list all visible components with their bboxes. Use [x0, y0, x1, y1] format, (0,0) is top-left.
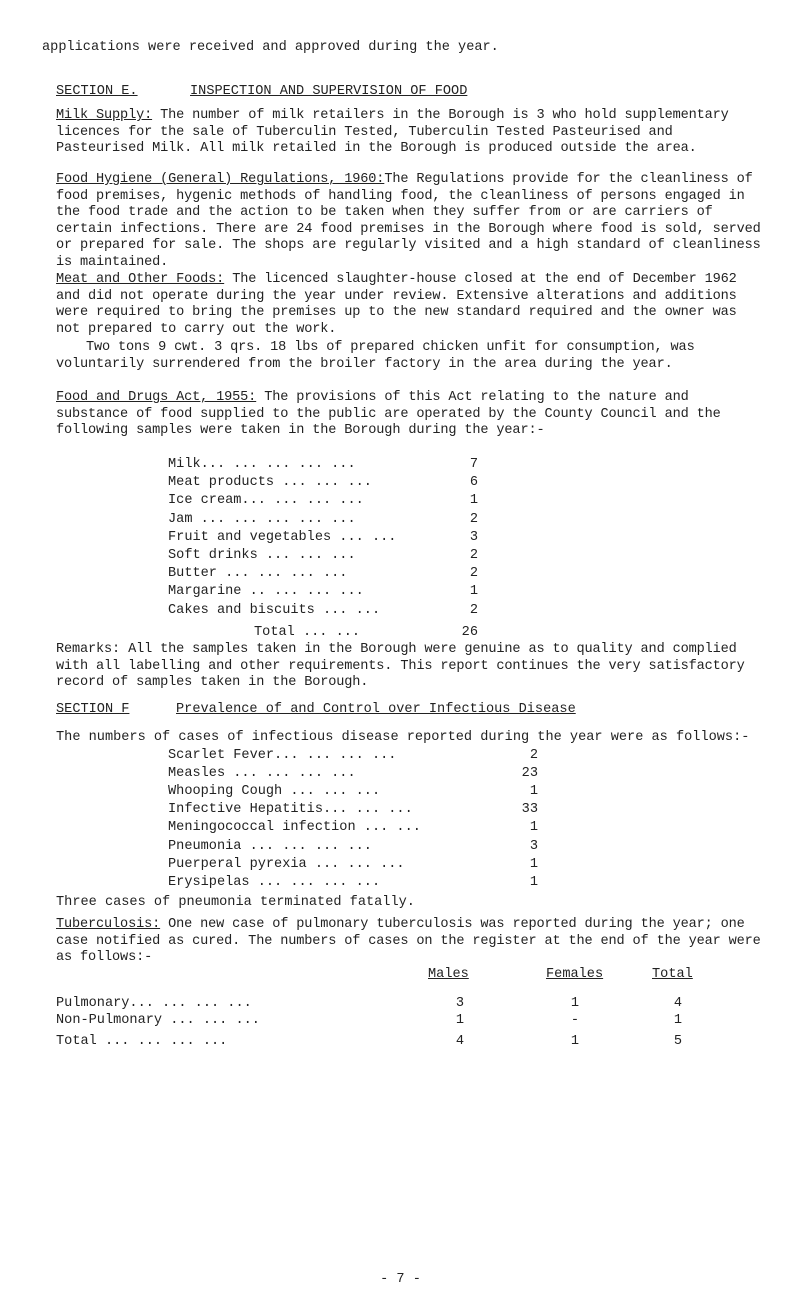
tb-row-total: [56, 1033, 696, 1050]
tb-row-label: Non-Pulmonary ... ... ...: [56, 1013, 260, 1028]
samples-total-value: 26: [461, 625, 478, 640]
sample-row-value: 1: [469, 584, 478, 600]
meat-foods-paragraph: [56, 272, 766, 338]
disease-row-value: 23: [521, 766, 538, 782]
samples-total-row: [168, 624, 688, 641]
tuberculosis-paragraph: [56, 917, 772, 967]
disease-row-value: 2: [529, 748, 538, 763]
food-hygiene-text: The Regulations provide for the cleanliness of food premises, hygenic methods of handling food, the cleanliness of persons engaged in the food trade and the action to be taken when they suffer from or are carriers of certain infections. There are 24 food premises in the Borough where food is sold, served or prepared for sale. The shops are regularly visited and a high standard of cleanliness is maintained.: [56, 172, 761, 270]
tuberculosis-text: One new case of pulmonary tuberculosis was reported during the year; one case notified as cured. The numbers of cases on the register at the end of the year were as follows:-: [56, 917, 761, 965]
sample-row-value: 2: [469, 511, 478, 527]
tb-row-total: 1: [673, 1013, 682, 1028]
sample-row-label: Meat products ... ... ...: [168, 475, 372, 491]
disease-row-value: 3: [529, 838, 538, 854]
disease-row: [168, 765, 688, 782]
disease-row: [168, 856, 688, 873]
food-hygiene-paragraph: [56, 172, 766, 271]
sample-row: [168, 529, 688, 546]
section-f-title: Prevalence of and Control over Infectious Disease: [176, 702, 576, 717]
disease-row: [168, 783, 688, 800]
tb-row-label: Pulmonary... ... ... ...: [56, 996, 252, 1011]
tb-row-pulmonary: [56, 995, 696, 1012]
tb-row-females: 1: [570, 1034, 579, 1049]
sample-row: [168, 511, 688, 528]
sample-row-value: 2: [469, 566, 478, 582]
sample-row-label: Ice cream... ... ... ...: [168, 493, 364, 509]
sample-row-value: 7: [469, 457, 478, 472]
disease-row-value: 1: [529, 874, 538, 890]
disease-row: [168, 819, 688, 836]
tb-header-males: Males: [428, 967, 469, 982]
food-drugs-act-heading: Food and Drugs Act, 1955:: [56, 390, 257, 405]
tb-row-total: 5: [673, 1034, 682, 1049]
tuberculosis-heading: Tuberculosis:: [56, 917, 161, 932]
tb-row-males: 1: [455, 1013, 464, 1028]
disease-row: [168, 801, 688, 818]
disease-row-label: Scarlet Fever... ... ... ...: [168, 748, 397, 763]
intro-line: applications were received and approved during the year.: [42, 40, 499, 55]
page-number: - 7 -: [380, 1272, 421, 1287]
sample-row-value: 3: [469, 529, 478, 545]
sample-row-label: Margarine .. ... ... ...: [168, 584, 364, 600]
sample-row: [168, 583, 688, 600]
disease-row-label: Pneumonia ... ... ... ...: [168, 838, 372, 854]
milk-supply-text: The number of milk retailers in the Borough is 3 who hold supplementary licences for the sale of Tuberculin Tested, Tuberculin Tested Pasteurised and Pasteurised Milk. All milk retailed in the Borough is produced outside the area.: [56, 108, 729, 156]
disease-row: [168, 874, 688, 891]
meat-foods-heading: Meat and Other Foods:: [56, 272, 225, 287]
sample-row: [168, 547, 688, 564]
disease-row-label: Measles ... ... ... ...: [168, 766, 356, 782]
sample-row-value: 1: [469, 493, 478, 509]
disease-row-label: Puerperal pyrexia ... ... ...: [168, 856, 405, 872]
disease-row-value: 1: [529, 856, 538, 872]
samples-list: [168, 456, 688, 626]
sample-row: [168, 602, 688, 619]
section-e-label: [56, 84, 138, 99]
sample-row: [168, 456, 688, 473]
tb-row-males: 4: [455, 1034, 464, 1049]
disease-row: [168, 747, 688, 764]
disease-row-label: Erysipelas ... ... ... ...: [168, 874, 381, 890]
remarks-paragraph: Remarks: All the samples taken in the Borough were genuine as to quality and complied with all labelling and other requirements. This report continues the very satisfactory record of samples taken in the Borough.: [56, 642, 745, 690]
sample-row-value: 2: [469, 548, 478, 563]
food-hygiene-heading: Food Hygiene (General) Regulations, 1960:: [56, 172, 385, 187]
disease-row: [168, 838, 688, 855]
disease-row-label: Whooping Cough ... ... ...: [168, 784, 381, 800]
meat-foods-text: The licenced slaughter-house closed at the end of December 1962 and did not operate during the year under review. Extensive alterations and additions were required to bring the premises up to the new standard required and the owner was not prepared to carry out the work.: [56, 272, 737, 337]
disease-row-label: Infective Hepatitis... ... ...: [168, 802, 413, 818]
sample-row-label: Butter ... ... ... ...: [168, 566, 348, 582]
tb-row-total: 4: [673, 996, 682, 1011]
tb-row-females: -: [570, 1013, 579, 1028]
tb-row-males: 3: [455, 996, 464, 1011]
tb-row-non-pulmonary: [56, 1012, 696, 1029]
sample-row-label: Milk... ... ... ... ...: [168, 457, 356, 472]
sample-row-value: 2: [469, 602, 478, 618]
tb-row-label: Total ... ... ... ...: [56, 1034, 228, 1049]
samples-total-label: Total ... ...: [254, 625, 361, 640]
sample-row: [168, 474, 688, 491]
sample-row-label: Fruit and vegetables ... ...: [168, 529, 397, 545]
section-f-label: SECTION F: [56, 702, 130, 717]
section-e-title: INSPECTION AND SUPERVISION OF FOOD: [190, 84, 468, 99]
diseases-list: [168, 747, 688, 892]
disease-row-label: Meningococcal infection ... ...: [168, 820, 421, 836]
tb-header-total: Total: [652, 967, 693, 982]
disease-row-value: 1: [529, 820, 538, 836]
milk-supply-heading: Milk Supply:: [56, 108, 153, 123]
disease-row-value: 1: [529, 784, 538, 800]
sample-row: [168, 565, 688, 582]
disease-row-value: 33: [521, 802, 538, 818]
sample-row: [168, 492, 688, 509]
section-e-label-text: SECTION E.: [56, 84, 138, 99]
sample-row-label: Cakes and biscuits ... ...: [168, 602, 381, 618]
food-drugs-act-text: The provisions of this Act relating to the nature and substance of food supplied to the public are operated by the County Council and the following samples were taken in the Borough during the year:-: [56, 390, 721, 438]
pneumonia-note: Three cases of pneumonia terminated fatally.: [56, 895, 415, 910]
tb-row-females: 1: [570, 996, 579, 1011]
sample-row-label: Jam ... ... ... ... ...: [168, 511, 356, 527]
sample-row-value: 6: [469, 475, 478, 491]
chicken-paragraph: Two tons 9 cwt. 3 qrs. 18 lbs of prepared chicken unfit for consumption, was voluntarily surrendered from the broiler factory in the area during the year.: [56, 340, 695, 372]
food-drugs-act-paragraph: [56, 390, 766, 440]
sample-row-label: Soft drinks ... ... ...: [168, 548, 356, 563]
tb-header-females: Females: [546, 967, 604, 982]
milk-supply-paragraph: [56, 108, 756, 158]
section-f-intro: The numbers of cases of infectious disease reported during the year were as follows:-: [56, 730, 750, 745]
